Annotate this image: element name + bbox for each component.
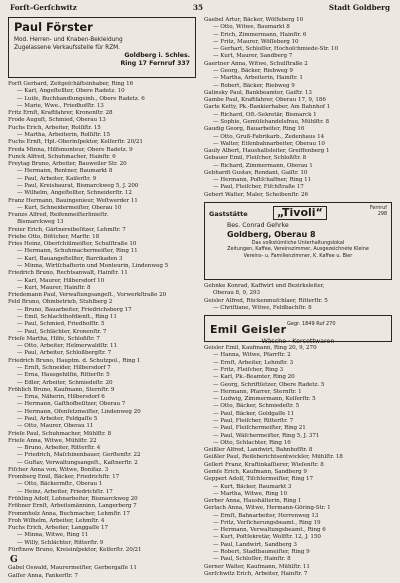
directory-entry: — Martha, Arbeiterin, Hainſtr. 1 [213, 75, 303, 82]
directory-entry: — Friedrich, Maſchinenbauer, Gerſtenſtr. 22 [17, 452, 141, 459]
directory-entry: — Paul, Fleiſcher, Ritterſtr. 7 [213, 417, 294, 424]
directory-entry: — Hanna, Witwe, Pfarrſtr. 2 [213, 352, 291, 359]
directory-entry: Gehnke Konrad, Kaffwirt und Bezirksleiter, [204, 283, 325, 290]
directory-entry: Feld Bruno, Ohmbetrieb, Stuhlberg 2 [8, 299, 113, 306]
running-head-left: Forſt–Gerſchwitz [10, 3, 77, 12]
ad-tivoli-small3: Vereins- u. Familienzimmer, K. Kaffee u. Bier [243, 252, 353, 259]
ad-tivoli-small1: Das volkstümliche Unterhaltungslokal [251, 240, 345, 247]
directory-entry: Galinsky Paul, Bankbeamter, Gaiſtr. 13 [204, 89, 312, 96]
directory-entry: — Paul, Arbeiter, Feldgaſſe 5 [17, 415, 98, 422]
directory-entry: Geisler Emil, Kaufmann, Ring 20, 9, 270 [204, 345, 317, 352]
directory-entry: — Fritz, Maurer, Wöſſeberg 10 [213, 38, 299, 45]
directory-entry: — Erna, Näherin, Hilbersdorf 6 [17, 394, 105, 401]
directory-entry: — Georg, Bäcker, Riebweg 9 [213, 67, 293, 74]
directory-entry: — Gerhart, Schloſſer, Hochoſchmiede-Str. 10 [213, 46, 339, 53]
ad-tivoli-addr: Goldberg, Oberau 8 [227, 230, 316, 240]
directory-entry: Gambe Paul, Kraftfahrer, Oberau 17, 9, 186 [204, 97, 326, 104]
directory-entry: Freytag Bruno, Arbeiter, Bauweiler Str. 20 [8, 161, 127, 168]
directory-entry: — Karl, Bauangeſtellter, Barrikaden 3 [17, 255, 123, 262]
directory-entry: Friedrich Bruno, Hauptm. d. Schutzpol., Ring 1 [8, 357, 141, 364]
running-head [10, 2, 390, 14]
directory-entry: Fuchs Ernſt, Hpl.-Oberinſpektor, Kelſerſtr. 20/21 [8, 139, 143, 146]
directory-entry: — Sophie, Gemüſehandelsfrau, Mühlſtr. 8 [213, 118, 330, 125]
directory-entry: — Otto, Maurer, Oberau 11 [17, 423, 94, 430]
directory-entry: — Paul, Bäcker, Goldgaſſe 11 [213, 410, 295, 417]
directory-entry: Fries Heinz, Oberſchülmeiſter, Schulſtraße 10 [8, 241, 137, 248]
directory-entry: Gaſſer Anna, Fankerſtr. 7 [8, 572, 78, 579]
directory-entry: Gerſchwitz Erich, Arbeiter, Hainſtr. 7 [204, 570, 308, 577]
directory-entry: — Otto, Schlachter, Ring 16 [213, 439, 291, 446]
directory-entry: — Otto, Arbeiter, Helmerwaldſtr. 11 [17, 343, 118, 350]
left-column [8, 17, 196, 579]
directory-entry: Friebe Otto, Böttcher, Marſtr. 18 [8, 233, 100, 240]
directory-entry: — Bruno, Arbeiter, Ritterſtr. 4 [17, 445, 101, 452]
ad-geisler-sub: Wäsche · Korsettwaren [261, 337, 335, 346]
directory-entry: — Marie, Wwe., Friedhofſtr. 13 [17, 102, 104, 109]
directory-entry: — Ernſt, Arbeiter, Lehmſtr. 3 [213, 359, 294, 366]
directory-entry: — Otto, Bäckermſtr., Oberau 1 [17, 481, 103, 488]
ad-geisler [204, 315, 392, 346]
directory-entry: — Robert, Bäcker, Riebweg 9 [213, 82, 295, 89]
directory-entry: — Hermann, Ofenſetzmeiſter, Lindenweg 20 [17, 408, 141, 415]
directory-entry: — Luiſe, Buchhandlungsinh., Obere Radetz. 6 [17, 95, 145, 102]
directory-entry: Gerber Anna, Haushälterin, Ring 1 [204, 498, 302, 505]
directory-entry: — Paul, Fleiſchermeiſter, Ring 21 [213, 425, 306, 432]
directory-entry: Forſt Gerhard, Zeitgeſchäftsinhaber, Ring 16 [8, 81, 134, 87]
directory-entry: — Ernſt, Bahnarbeiter, Herrenweg 13 [213, 512, 319, 519]
directory-entry: Gemſe Erich, Kaufmann, Sandberg 9 [204, 468, 307, 475]
directory-entry: — Karl, Pk.-Beamter, Ring 20 [213, 374, 295, 381]
directory-entry: Friedrich Bruno, Rechtsanwalt, Hainſtr. 11 [8, 270, 128, 277]
directory-entry: — Bruno, Bauarbeiter, Friedrichsberg 17 [17, 306, 132, 313]
directory-entry: — Otto, Witwe, Baumarkt 8 [213, 24, 290, 31]
directory-entry: — Hermann, Verwaltungsbeamt., Ring 6 [213, 527, 326, 534]
directory-entry: — Karl, Angeſtellter, Obere Radetz. 10 [17, 88, 125, 95]
directory-entry: Gerner Walter, Kaufmann, Mühlſtr. 11 [204, 563, 310, 570]
directory-entry: — Paul, Wäſchermeiſter, Ring 5, J. 371 [213, 432, 320, 439]
ad-foerster-name: Paul Förster [14, 20, 93, 34]
directory-entry: — Minna, Witwe, Ring 11 [17, 532, 89, 539]
directory-entry: Oberau 8, 9, 293 [213, 290, 260, 297]
directory-entry: Freier Erich, Gärtnereibeſitzer, Lehmſtr. 7 [8, 226, 126, 233]
directory-entry: Frieſe Anna, Witwe, Mühlſtr. 22 [8, 437, 97, 444]
directory-entry: — Edler, Arbeiter, Schmiedeſtr. 20 [17, 379, 113, 386]
directory-entry: — Richard, Zimmermann, Oberau 1 [213, 162, 313, 169]
directory-entry: — Wilhelm, Angeſtellter, Schneiderſtr. 12 [17, 190, 132, 197]
directory-entry: — Martha, Arbeiterin, Rolſiſtr. 15 [17, 131, 111, 138]
ad-geisler-phone: Gegr. 1849 Ruf 270 [287, 321, 336, 328]
directory-entry: Frieſe Paul, Schuhmacher, Mühlſtr. 8 [8, 430, 112, 437]
ad-foerster-line1: Mod. Herren- und Knaben-Bekleidung [14, 37, 123, 43]
directory-entry: Fürſtnow Bruno, Kreisinſpektor, Kelſerſtr. 20/21 [8, 547, 142, 553]
directory-entry: Fröhlich Bruno, Kaufmann, Sternſtr. 9 [8, 386, 115, 393]
directory-entry: — Robert, Stadtbaumeiſter, Ring 9 [213, 549, 310, 556]
directory-entry: — Hermann, Schuhmachermeiſter, Ring 11 [17, 248, 138, 255]
directory-entry: — Willy, Schlächter, Ritterſtr. 9 [17, 539, 104, 546]
directory-entry: Frühling Adolf, Lohnarbeiter, Bismarckweg 20 [8, 496, 138, 503]
directory-entry: Fromberg Emil, Bäcker, Friedrichſtr. 17 [8, 474, 120, 481]
directory-entry: — Minna, Wirtſchafterin und Monteurin, Lindenweg 5 [17, 263, 169, 270]
directory-entry: — Paul, Landwirt, Sandberg 3 [213, 541, 297, 548]
directory-entry: — Emil, Schlachthofdienſt., Ring 11 [17, 314, 117, 320]
ad-foerster-line2: Zugelassene Verkaufsstelle für RZM. [14, 45, 121, 51]
directory-entry: Bismarckweg 13 [17, 219, 64, 226]
directory-entry: — Karl, Maurer, Hilbersdorf 10 [17, 277, 105, 284]
directory-entry: — Paul, Arbeiter, Kaiſerſtr. 9 [17, 175, 97, 182]
directory-entry: — Hermann, Poſtſchaffner, Ring 11 [213, 177, 312, 184]
page-number: 35 [193, 3, 204, 12]
directory-entry: Geißler Paul, Reiſeberichtsentwickler, Mühlſtr. 18 [204, 454, 343, 461]
directory-entry: Gerlach Anna, Witwe, Hermann-Göring-Str. 1 [204, 505, 331, 512]
ad-tivoli-phone: Fernruf 298 [369, 206, 387, 218]
directory-entry: Gebauer Emil, Fleiſcher, Schloßſtr. 8 [204, 155, 307, 162]
directory-entry: Fuchs Erich, Arbeiter, Rolſiſtr. 15 [8, 124, 101, 131]
ad-tivoli-brand: „Tivoli“ [273, 206, 327, 220]
ad-tivoli-owner: Bes. Conrad Gehrke [227, 222, 289, 230]
directory-entry: — Ernſt, Schneider, Hilbersdorf 7 [17, 364, 111, 371]
directory-entry: Froh Wilhelm, Arbeiter, Lehmſtr. 4 [8, 517, 105, 524]
directory-entry: — Paul, Schlächter, Kronenſtr. 7 [17, 328, 107, 335]
directory-entry: Gaertner Anna, Witwe, Schulſtraße 2 [204, 60, 308, 67]
directory-entry: — Martha, Witwe, Ring 10 [213, 490, 288, 497]
directory-entry: Frommholz Anna, Buchmacher, Lehmſtr. 17 [8, 510, 130, 517]
directory-entry: — Kurt, Bäcker, Baumarkt 3 [213, 483, 292, 490]
directory-entry: Frode Auguſt, Schmied, Oberau 13 [8, 117, 106, 124]
letter-heading: G [10, 555, 18, 566]
directory-entry: — Erich, Zimmermann, Hainſtr. 6 [213, 31, 307, 38]
directory-entry: — Hermann, Rentner, Baumarkt 8 [17, 168, 113, 175]
directory-entry: Gaebel Artur, Bäcker, Wöſſeberg 10 [204, 17, 304, 23]
directory-entry: Fröhner Ernſt, Arbeitsmänninn, Langerberg 7 [8, 503, 137, 510]
directory-entry: Fuchs Erich, Arbeiter, Langgaſſe 17 [8, 525, 109, 532]
directory-entry: — Kurt, Schneidermeiſter, Oberau 10 [17, 204, 122, 211]
directory-entry: Gaudig Georg, Bauarbeiter, Ring 16 [204, 126, 305, 133]
directory-entry: — Georg, Schriftſetzer, Obere Radetz. 5 [213, 381, 325, 388]
ad-tivoli-small2: Zeitungen, Kaffee, Vereinszimmer, Ausgezeichnete Kleine [227, 246, 369, 253]
directory-entry: Gebert Walter, Maler, Scheibenſtr. 26 [204, 191, 309, 198]
directory-entry: — Hermann, Gaſthofbeſitzer, Oberau 7 [17, 401, 126, 408]
directory-entry: — Otto, Gruß-Fabrikarb., Zedenhaus 14 [213, 133, 325, 140]
directory-entry: — Hermann, Pfarrer, Sternſtr. 1 [213, 388, 302, 395]
directory-entry: — Otto, Bäcker, Schmiedeſtr. 5 [213, 403, 300, 410]
ad-foerster-addr2: Ring 17 Fernruf 337 [120, 60, 190, 67]
directory-entry: — Paul, Schmied, Friedhofſtr. 5 [17, 321, 105, 328]
directory-entry: Geppert Adolf, Tiſchlermeiſter, Ring 17 [204, 476, 314, 483]
right-column [204, 17, 392, 579]
directory-entry: — Erna, Hausgehilfin, Ritterſtr. 5 [17, 372, 110, 379]
directory-entry: — Kurt, Poſtſekretär, Wolfſtr. 12, J. 150 [213, 534, 321, 541]
directory-entry: — Kurt, Maurer, Sandberg 7 [213, 53, 293, 60]
ad-geisler-brand: Emil Geisler [210, 323, 287, 337]
ad-foerster [8, 17, 196, 78]
directory-entry: Franz Hermann, Bauingenieur, Weſtwerder 11 [8, 197, 138, 204]
directory-entry: — Paul, Kreisbaurat, Bismarckweg 5, J. 200 [17, 182, 139, 189]
directory-entry: Garte Ketty, Pk.-Bankierhaber, Am Bahnhof 1 [204, 104, 331, 111]
directory-entry: Fiſcher Anna von, Witwe, Bonifaz. 3 [8, 466, 109, 473]
directory-entry: — Ludwig, Zimmermann, Kelſerſtr. 5 [213, 396, 316, 403]
directory-entry: — Paul, Arbeiter, Schloßbergſtr. 7 [17, 350, 112, 357]
directory-entry: Gebhardt Gustav, Rendant, Gaiſtr. 10 [204, 169, 308, 176]
directory-entry: — Chriſtiane, Witwe, Feldbachſtr. 8 [213, 304, 312, 311]
directory-entry: — Walter, Eiſenbahnarbeiter, Oberau 10 [213, 140, 325, 147]
directory-entry: Fritz Ernſt, Kraftfahrer, Kronenſtr. 28 [8, 110, 113, 117]
directory-entry: — Kurt, Maurer, Hainſtr. 8 [17, 284, 91, 291]
directory-entry: Geisler Alfred, Rückenmuſchlaer, Ritterſtr. 5 [204, 297, 328, 304]
directory-entry: Friedemann Paul, Verwaltungsangeſt., Vorwerkſtraße 20 [8, 292, 167, 299]
directory-entry: — Heinz, Arbeiter, Friedrichſtr. 17 [17, 488, 113, 495]
directory-entry: Gabel Oswald, Maurermeiſter, Gerbergaſſe 11 [8, 565, 137, 572]
directory-entry: Geißler Alfred, Landwirt, Bahnhofſtr. 8 [204, 447, 313, 454]
directory-entry: Gellert Franz, Kraftinkaſſierer, Wieſenſtr. 8 [204, 461, 324, 468]
directory-entry: Franze Alfred, Reifenmeiſterlinieſtr. [8, 212, 109, 219]
directory-entry: — Guſtav, Verwaltungsangeſt., Kaſtnerſtr. 2 [17, 459, 138, 466]
directory-entry: — Richard, Oſt.-Sekretär, Bismarck 1 [213, 111, 317, 118]
ad-foerster-addr1: Goldberg i. Schles. [124, 52, 190, 59]
directory-entry: Gauly Albert, Haushaltsleiter, Greiffenberg 1 [204, 148, 330, 155]
directory-entry: Funck Alfred, Schuhmacher, Hainſtr. 6 [8, 153, 116, 160]
directory-entry: — Fritz, Verſicherungsbeamt., Ring 19 [213, 519, 321, 526]
ad-tivoli-gast: Gaststätte [209, 210, 248, 219]
directory-entry: — Paul, Fleiſcher, Fiſchſtraße 17 [213, 184, 304, 191]
ad-tivoli [204, 202, 392, 280]
running-head-right: Stadt Goldberg [328, 3, 390, 12]
directory-entry: Frieſe Martha, Hilfe, Schloßſtr. 7 [8, 335, 100, 342]
directory-entry: — Paul, Schloſſer, Hainſtr. 8 [213, 556, 291, 563]
directory-entry: Freda Minna, Hilfsmonteur, Obere Radetz. 9 [8, 146, 133, 153]
directory-entry: — Fritz, Fleiſcher, Ring 3 [213, 367, 284, 373]
